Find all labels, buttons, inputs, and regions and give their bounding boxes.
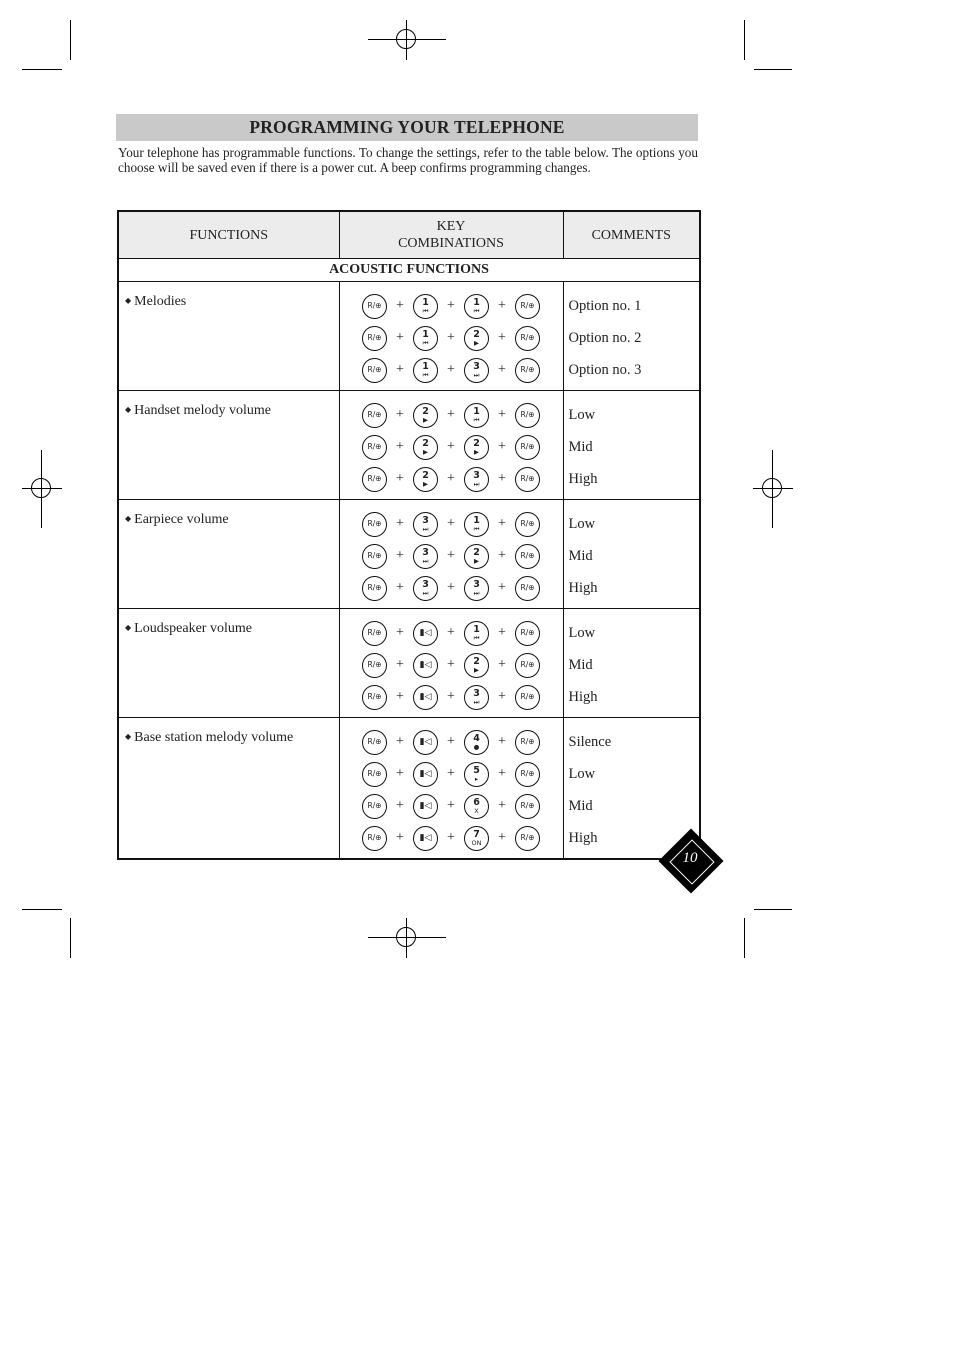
- key-combination: [340, 681, 563, 713]
- plus-sign: +: [498, 580, 506, 595]
- recall-key-icon: R/⊕: [362, 576, 387, 601]
- plus-sign: +: [396, 330, 404, 345]
- recall-key-icon: R/⊕: [515, 294, 540, 319]
- comment-text: Silence: [568, 733, 612, 750]
- table-row: [118, 391, 700, 500]
- comment-text: Mid: [568, 656, 593, 673]
- table-row: [118, 500, 700, 609]
- key-combination-cell: [339, 391, 563, 500]
- crop-mark: [22, 909, 62, 910]
- plus-sign: +: [447, 580, 455, 595]
- function-label: Handset melody volume: [134, 403, 272, 418]
- plus-sign: +: [498, 298, 506, 313]
- comment-text: Option no. 1: [568, 297, 642, 314]
- plus-sign: +: [396, 734, 404, 749]
- crop-mark: [22, 69, 62, 70]
- plus-sign: +: [447, 330, 455, 345]
- recall-key-icon: R/⊕: [362, 294, 387, 319]
- speaker-key-icon: ▮◁: [413, 653, 438, 678]
- plus-sign: +: [396, 798, 404, 813]
- comment-text: Low: [568, 624, 596, 641]
- programming-table: [117, 210, 701, 860]
- key-combination: [340, 508, 563, 540]
- comments-cell: [563, 718, 700, 860]
- comment-text: Mid: [568, 547, 593, 564]
- recall-key-icon: R/⊕: [515, 467, 540, 492]
- plus-sign: +: [447, 798, 455, 813]
- function-label: Base station melody volume: [134, 730, 294, 745]
- plus-sign: +: [447, 362, 455, 377]
- digit-key-2-icon: 2 ▶: [413, 403, 438, 428]
- key-combination-cell: [339, 500, 563, 609]
- digit-key-1-icon: 1 ⏮: [464, 294, 489, 319]
- recall-key-icon: R/⊕: [515, 653, 540, 678]
- crop-mark: [70, 20, 71, 60]
- recall-key-icon: R/⊕: [362, 730, 387, 755]
- crop-mark: [744, 20, 745, 60]
- digit-key-2-icon: 2 ▶: [464, 544, 489, 569]
- speaker-key-icon: ▮◁: [413, 826, 438, 851]
- recall-key-icon: R/⊕: [515, 685, 540, 710]
- digit-key-2-icon: 2 ▶: [464, 435, 489, 460]
- key-combination: [340, 572, 563, 604]
- plus-sign: +: [447, 471, 455, 486]
- recall-key-icon: R/⊕: [515, 794, 540, 819]
- plus-sign: +: [498, 798, 506, 813]
- recall-key-icon: R/⊕: [362, 621, 387, 646]
- speaker-key-icon: ▮◁: [413, 762, 438, 787]
- plus-sign: +: [498, 516, 506, 531]
- digit-key-1-icon: 1 ⏮: [413, 358, 438, 383]
- section-title: ACOUSTIC FUNCTIONS: [118, 259, 700, 282]
- recall-key-icon: R/⊕: [362, 653, 387, 678]
- recall-key-icon: R/⊕: [362, 794, 387, 819]
- digit-key-1-icon: 1 ⏮: [464, 403, 489, 428]
- recall-key-icon: R/⊕: [362, 358, 387, 383]
- recall-key-icon: R/⊕: [515, 730, 540, 755]
- function-cell: [118, 609, 339, 718]
- function-label: Loudspeaker volume: [134, 621, 252, 636]
- plus-sign: +: [396, 830, 404, 845]
- key-combination: [340, 463, 563, 495]
- plus-sign: +: [396, 657, 404, 672]
- comment-text: Low: [568, 406, 596, 423]
- comment-text: Option no. 3: [568, 361, 642, 378]
- bullet-icon: ◆: [125, 514, 132, 523]
- intro-paragraph: Your telephone has programmable functions. To change the settings, refer to the table below. The options you choose will be saved even if there is a power cut. A beep confirms programming changes.: [118, 145, 698, 175]
- plus-sign: +: [498, 330, 506, 345]
- page-title: PROGRAMMING YOUR TELEPHONE: [116, 114, 698, 141]
- key-combination: [340, 790, 563, 822]
- recall-key-icon: R/⊕: [362, 685, 387, 710]
- table-row: [118, 609, 700, 718]
- plus-sign: +: [498, 471, 506, 486]
- function-label: Melodies: [134, 294, 187, 309]
- registration-mark: [762, 478, 782, 498]
- key-combination: [340, 322, 563, 354]
- plus-sign: +: [498, 766, 506, 781]
- table-row: [118, 718, 700, 860]
- speaker-key-icon: ▮◁: [413, 685, 438, 710]
- recall-key-icon: R/⊕: [362, 544, 387, 569]
- plus-sign: +: [396, 407, 404, 422]
- key-combination: [340, 290, 563, 322]
- plus-sign: +: [396, 298, 404, 313]
- recall-key-icon: R/⊕: [362, 435, 387, 460]
- key-combination: [340, 399, 563, 431]
- crop-mark: [754, 909, 792, 910]
- digit-key-3-icon: 3 ⏭: [413, 576, 438, 601]
- registration-mark: [396, 29, 416, 49]
- function-cell: [118, 391, 339, 500]
- plus-sign: +: [498, 830, 506, 845]
- plus-sign: +: [498, 734, 506, 749]
- recall-key-icon: R/⊕: [515, 762, 540, 787]
- speaker-key-icon: ▮◁: [413, 794, 438, 819]
- comment-text: High: [568, 829, 598, 846]
- comment-text: Option no. 2: [568, 329, 642, 346]
- digit-key-1-icon: 1 ⏮: [464, 621, 489, 646]
- plus-sign: +: [447, 407, 455, 422]
- recall-key-icon: R/⊕: [515, 576, 540, 601]
- key-combination: [340, 617, 563, 649]
- header-key-line2: COMBINATIONS: [398, 236, 504, 251]
- digit-key-2-icon: 2 ▶: [464, 653, 489, 678]
- plus-sign: +: [447, 625, 455, 640]
- comments-cell: [563, 609, 700, 718]
- function-cell: [118, 718, 339, 860]
- plus-sign: +: [396, 471, 404, 486]
- crop-mark: [744, 918, 745, 958]
- plus-sign: +: [447, 516, 455, 531]
- registration-mark: [31, 478, 51, 498]
- plus-sign: +: [447, 689, 455, 704]
- comment-text: Mid: [568, 797, 593, 814]
- comment-text: High: [568, 470, 598, 487]
- registration-mark: [396, 927, 416, 947]
- digit-key-3-icon: 3 ⏭: [464, 576, 489, 601]
- key-combination-cell: [339, 609, 563, 718]
- digit-key-3-icon: 3 ⏭: [464, 467, 489, 492]
- comments-cell: [563, 391, 700, 500]
- recall-key-icon: R/⊕: [515, 326, 540, 351]
- comment-text: Mid: [568, 438, 593, 455]
- key-combination: [340, 431, 563, 463]
- plus-sign: +: [396, 766, 404, 781]
- key-combination: [340, 758, 563, 790]
- comment-text: High: [568, 688, 598, 705]
- plus-sign: +: [396, 625, 404, 640]
- key-combination: [340, 540, 563, 572]
- function-cell: [118, 282, 339, 391]
- header-comments: COMMENTS: [563, 211, 700, 259]
- digit-key-1-icon: 1 ⏮: [464, 512, 489, 537]
- plus-sign: +: [498, 657, 506, 672]
- plus-sign: +: [498, 689, 506, 704]
- recall-key-icon: R/⊕: [362, 762, 387, 787]
- function-label: Earpiece volume: [134, 512, 229, 527]
- digit-key-1-icon: 1 ⏮: [413, 326, 438, 351]
- plus-sign: +: [498, 625, 506, 640]
- header-key-combinations: [339, 211, 563, 259]
- plus-sign: +: [498, 439, 506, 454]
- recall-key-icon: R/⊕: [515, 544, 540, 569]
- plus-sign: +: [447, 734, 455, 749]
- digit-key-3-icon: 3 ⏭: [413, 512, 438, 537]
- bullet-icon: ◆: [125, 296, 132, 305]
- recall-key-icon: R/⊕: [515, 403, 540, 428]
- plus-sign: +: [396, 439, 404, 454]
- digit-key-3-icon: 3 ⏭: [413, 544, 438, 569]
- digit-key-4-icon: 4 ●: [464, 730, 489, 755]
- digit-key-6-icon: 6 X: [464, 794, 489, 819]
- plus-sign: +: [447, 657, 455, 672]
- key-combination-cell: [339, 282, 563, 391]
- plus-sign: +: [498, 548, 506, 563]
- plus-sign: +: [498, 362, 506, 377]
- digit-key-2-icon: 2 ▶: [464, 326, 489, 351]
- plus-sign: +: [396, 580, 404, 595]
- key-combination: [340, 726, 563, 758]
- recall-key-icon: R/⊕: [362, 826, 387, 851]
- digit-key-2-icon: 2 ▶: [413, 435, 438, 460]
- page-number: 10: [682, 850, 698, 866]
- function-cell: [118, 500, 339, 609]
- digit-key-2-icon: 2 ▶: [413, 467, 438, 492]
- plus-sign: +: [447, 766, 455, 781]
- crop-mark: [754, 69, 792, 70]
- crop-mark: [70, 918, 71, 958]
- plus-sign: +: [447, 298, 455, 313]
- comment-text: Low: [568, 515, 596, 532]
- section-row: [118, 259, 700, 282]
- plus-sign: +: [396, 516, 404, 531]
- speaker-key-icon: ▮◁: [413, 621, 438, 646]
- recall-key-icon: R/⊕: [362, 326, 387, 351]
- recall-key-icon: R/⊕: [515, 826, 540, 851]
- table-header-row: [118, 211, 700, 259]
- digit-key-1-icon: 1 ⏮: [413, 294, 438, 319]
- bullet-icon: ◆: [125, 732, 132, 741]
- recall-key-icon: R/⊕: [362, 467, 387, 492]
- header-functions: FUNCTIONS: [118, 211, 339, 259]
- recall-key-icon: R/⊕: [515, 621, 540, 646]
- comment-text: High: [568, 579, 598, 596]
- bullet-icon: ◆: [125, 405, 132, 414]
- speaker-key-icon: ▮◁: [413, 730, 438, 755]
- key-combination-cell: [339, 718, 563, 860]
- plus-sign: +: [447, 439, 455, 454]
- recall-key-icon: R/⊕: [515, 358, 540, 383]
- recall-key-icon: R/⊕: [362, 512, 387, 537]
- plus-sign: +: [447, 830, 455, 845]
- plus-sign: +: [498, 407, 506, 422]
- header-key-line1: KEY: [436, 219, 466, 234]
- comment-text: Low: [568, 765, 596, 782]
- comments-cell: [563, 500, 700, 609]
- plus-sign: +: [396, 689, 404, 704]
- plus-sign: +: [396, 548, 404, 563]
- key-combination: [340, 354, 563, 386]
- digit-key-3-icon: 3 ⏭: [464, 685, 489, 710]
- key-combination: [340, 649, 563, 681]
- recall-key-icon: R/⊕: [515, 512, 540, 537]
- bullet-icon: ◆: [125, 623, 132, 632]
- recall-key-icon: R/⊕: [515, 435, 540, 460]
- plus-sign: +: [447, 548, 455, 563]
- recall-key-icon: R/⊕: [362, 403, 387, 428]
- digit-key-3-icon: 3 ⏭: [464, 358, 489, 383]
- key-combination: [340, 822, 563, 854]
- plus-sign: +: [396, 362, 404, 377]
- digit-key-5-icon: 5 ▸: [464, 762, 489, 787]
- comments-cell: [563, 282, 700, 391]
- table-row: [118, 282, 700, 391]
- digit-key-7-icon: 7 ON: [464, 826, 489, 851]
